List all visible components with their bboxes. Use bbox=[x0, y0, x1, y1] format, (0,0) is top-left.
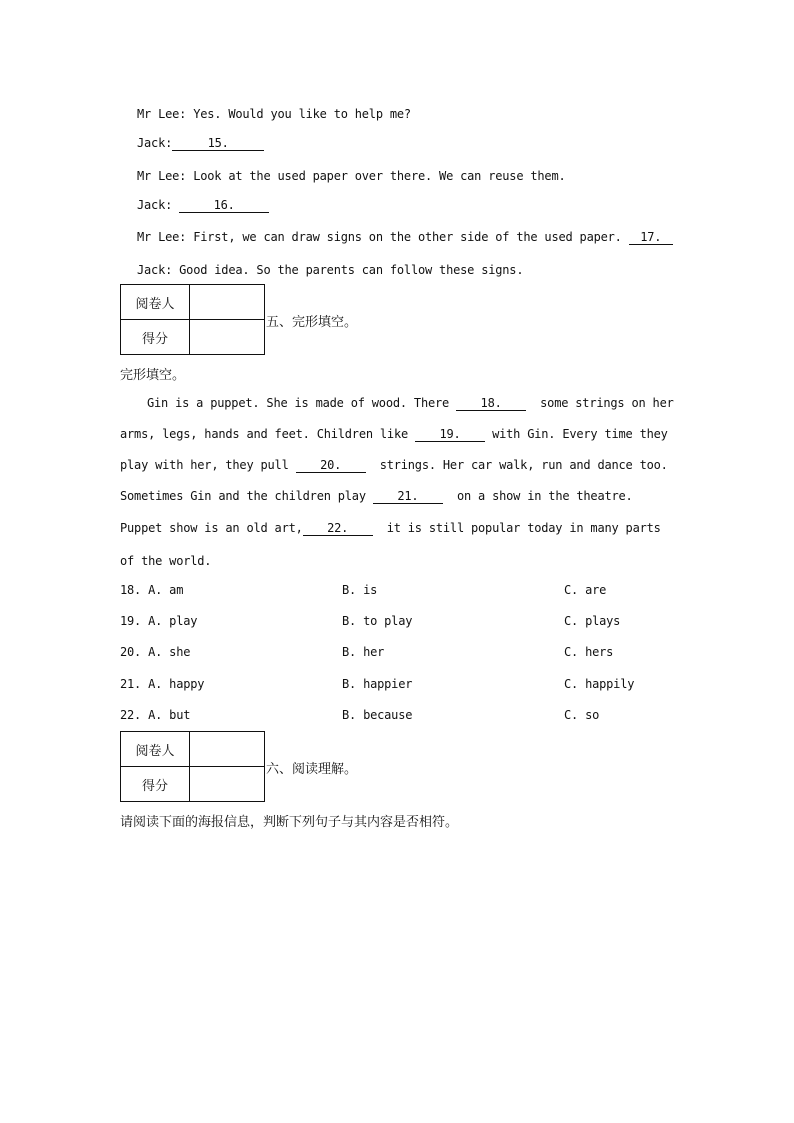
answer-blank[interactable]: 21. bbox=[373, 489, 443, 504]
section-heading: 六、阅读理解。 bbox=[266, 762, 358, 777]
answer-blank[interactable]: 19. bbox=[415, 427, 485, 442]
option-c[interactable]: C. hers bbox=[564, 645, 614, 659]
passage-text: arms, legs, hands and feet. Children like bbox=[120, 427, 409, 441]
dialogue-line bbox=[137, 198, 269, 213]
answer-blank[interactable]: 18. bbox=[456, 396, 526, 411]
passage-text: on a show in the theatre. bbox=[456, 489, 633, 503]
passage-line: of the world. bbox=[120, 554, 212, 568]
reviewer-label: 阅卷人 bbox=[121, 285, 190, 320]
passage-line bbox=[120, 458, 668, 473]
score-cell[interactable] bbox=[190, 767, 265, 802]
passage-line bbox=[120, 489, 633, 504]
speaker-label: Jack: bbox=[137, 198, 173, 212]
passage-text: it is still popular today in many parts bbox=[386, 521, 661, 535]
answer-blank[interactable]: 16. bbox=[179, 198, 269, 213]
option-b[interactable]: B. happier bbox=[342, 677, 413, 691]
passage-text: play with her, they pull bbox=[120, 458, 289, 472]
option-c[interactable]: C. are bbox=[564, 583, 607, 597]
passage-line bbox=[147, 396, 674, 411]
passage-text: Puppet show is an old art, bbox=[120, 521, 303, 535]
score-label: 得分 bbox=[121, 767, 190, 802]
dialogue-line bbox=[137, 136, 264, 151]
option-a[interactable]: 20. A. she bbox=[120, 645, 191, 659]
score-table bbox=[120, 731, 265, 802]
answer-blank[interactable]: 17. bbox=[629, 230, 673, 245]
passage-text: some strings on her bbox=[540, 396, 674, 410]
score-cell[interactable] bbox=[190, 320, 265, 355]
passage-text: strings. Her car walk, run and dance too. bbox=[379, 458, 668, 472]
option-a[interactable]: 21. A. happy bbox=[120, 677, 205, 691]
speaker-label: Jack: bbox=[137, 136, 173, 150]
option-c[interactable]: C. happily bbox=[564, 677, 635, 691]
instruction-text: 请阅读下面的海报信息，判断下列句子与其内容是否相符。 bbox=[120, 815, 459, 830]
reviewer-cell[interactable] bbox=[190, 285, 265, 320]
dialogue-line: Jack: Good idea. So the parents can follow these signs. bbox=[137, 263, 524, 277]
option-c[interactable]: C. so bbox=[564, 708, 600, 722]
option-b[interactable]: B. to play bbox=[342, 614, 413, 628]
dialogue-line: Mr Lee: Look at the used paper over there. We can reuse them. bbox=[137, 169, 566, 183]
reviewer-label: 阅卷人 bbox=[121, 732, 190, 767]
option-c[interactable]: C. plays bbox=[564, 614, 621, 628]
option-b[interactable]: B. because bbox=[342, 708, 413, 722]
score-table bbox=[120, 284, 265, 355]
passage-text: Gin is a puppet. She is made of wood. There bbox=[147, 396, 450, 410]
answer-blank[interactable]: 20. bbox=[296, 458, 366, 473]
option-b[interactable]: B. her bbox=[342, 645, 385, 659]
dialogue-line bbox=[137, 230, 673, 245]
dialogue-line: Mr Lee: Yes. Would you like to help me? bbox=[137, 107, 411, 121]
option-b[interactable]: B. is bbox=[342, 583, 378, 597]
option-a[interactable]: 19. A. play bbox=[120, 614, 198, 628]
answer-blank[interactable]: 22. bbox=[303, 521, 373, 536]
section-subheading: 完形填空。 bbox=[120, 368, 186, 383]
dialogue-text: Mr Lee: First, we can draw signs on the other side of the used paper. bbox=[137, 230, 622, 244]
option-a[interactable]: 22. A. but bbox=[120, 708, 191, 722]
reviewer-cell[interactable] bbox=[190, 732, 265, 767]
answer-blank[interactable]: 15. bbox=[172, 136, 264, 151]
passage-line bbox=[120, 521, 661, 536]
section-heading: 五、完形填空。 bbox=[266, 315, 358, 330]
passage-text: Sometimes Gin and the children play bbox=[120, 489, 366, 503]
option-a[interactable]: 18. A. am bbox=[120, 583, 184, 597]
passage-text: with Gin. Every time they bbox=[492, 427, 668, 441]
score-label: 得分 bbox=[121, 320, 190, 355]
passage-line bbox=[120, 427, 668, 442]
